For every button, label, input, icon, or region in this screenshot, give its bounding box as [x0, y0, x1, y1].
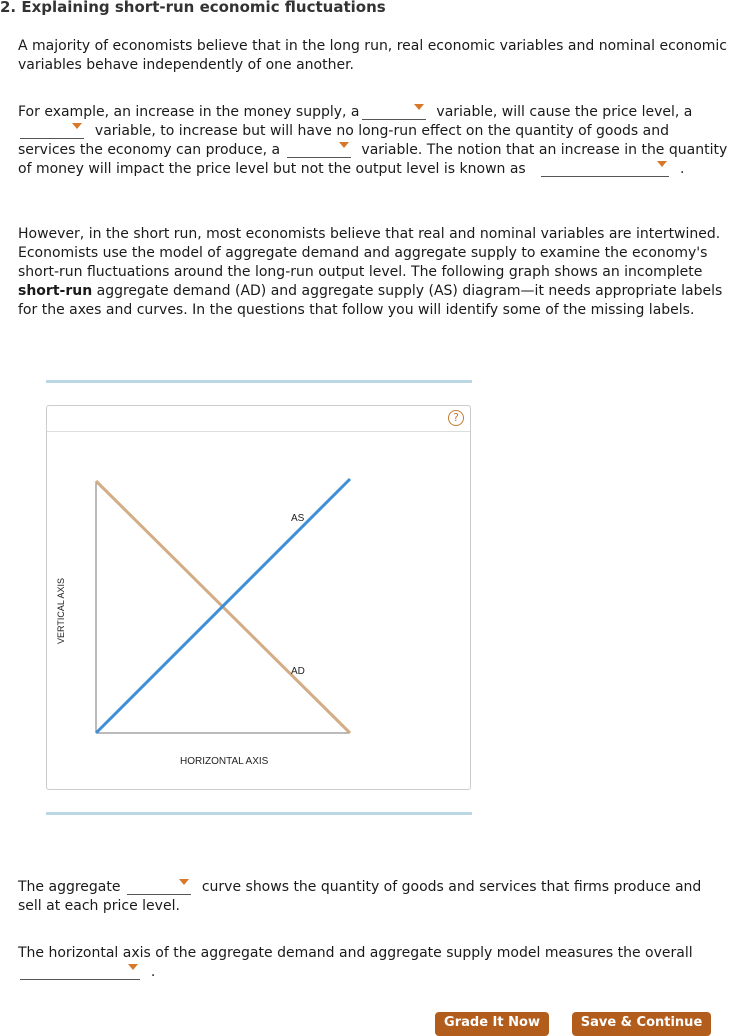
short-run-text-2: aggregate demand (AD) and aggregate supply (AS) diagram—it needs appropriate labels for the axes and curves. In the questions that follow you will identify some of the missing labels. [18, 283, 723, 318]
example-text-2: variable, will cause the price level, [436, 104, 680, 120]
ad-label[interactable]: AD [291, 666, 305, 677]
graph-bottom-divider-line [46, 812, 472, 815]
chevron-down-icon [414, 104, 424, 110]
output-variable-dropdown[interactable] [287, 142, 351, 158]
ad-as-graph [47, 406, 472, 791]
example-text-3: a [683, 104, 693, 120]
intro-paragraph: A majority of economists believe that in the long run, real economic variables and nominal economic variables behave independently of one another. [18, 38, 727, 73]
q2-text-2: . [150, 964, 156, 980]
question-1 [18, 878, 728, 916]
chevron-down-icon [72, 123, 82, 129]
grade-it-now-button[interactable]: Grade It Now [435, 1012, 549, 1036]
short-run-bold: short-run [18, 283, 93, 299]
example-text-6: . [680, 161, 685, 177]
q1-text-1: The aggregate [18, 879, 121, 895]
save-and-continue-button[interactable]: Save & Continue [572, 1012, 711, 1036]
money-supply-variable-dropdown[interactable] [362, 104, 426, 120]
chevron-down-icon [657, 161, 667, 167]
question-title: 2. Explaining short-run economic fluctuations [0, 0, 386, 16]
ad-as-graph-panel [46, 405, 471, 790]
help-icon[interactable]: ? [448, 410, 464, 426]
horizontal-axis-measure-dropdown[interactable] [20, 964, 140, 980]
q1-text-2: curve shows the quantity of goods and services that firms produce and sell at each price level. [18, 879, 702, 914]
price-level-variable-dropdown[interactable] [20, 123, 84, 139]
q2-text-1: The horizontal axis of the aggregate demand and aggregate supply model measures the overall [18, 945, 693, 961]
chevron-down-icon [339, 142, 349, 148]
example-paragraph [18, 103, 728, 179]
as-label[interactable]: AS [291, 513, 305, 524]
example-text-4: variable, to increase but will have no long-run effect on the quantity of goods and services the economy can produce, a [18, 123, 669, 158]
example-text-5: variable. The notion that an increase in the quantity of money will impact the price level but not the output level is known as [18, 142, 728, 177]
example-text-1: For example, an increase in the money supply, a [18, 104, 360, 120]
horizontal-axis-label[interactable]: HORIZONTAL AXIS [180, 756, 269, 767]
chevron-down-icon [179, 879, 189, 885]
short-run-text-1: However, in the short run, most economists believe that real and nominal variables are intertwined. Economists use the model of aggregate demand and aggregate supply to examine the economy's short-run fluctuations around the long-run output level. The following graph shows an incomplete [18, 226, 721, 280]
graph-top-divider-line [46, 380, 472, 383]
short-run-paragraph [18, 225, 728, 320]
chevron-down-icon [128, 964, 138, 970]
notion-dropdown[interactable] [541, 161, 669, 177]
question-2 [18, 944, 728, 982]
aggregate-curve-dropdown[interactable] [127, 879, 191, 895]
vertical-axis-label[interactable]: VERTICAL AXIS [56, 577, 66, 644]
